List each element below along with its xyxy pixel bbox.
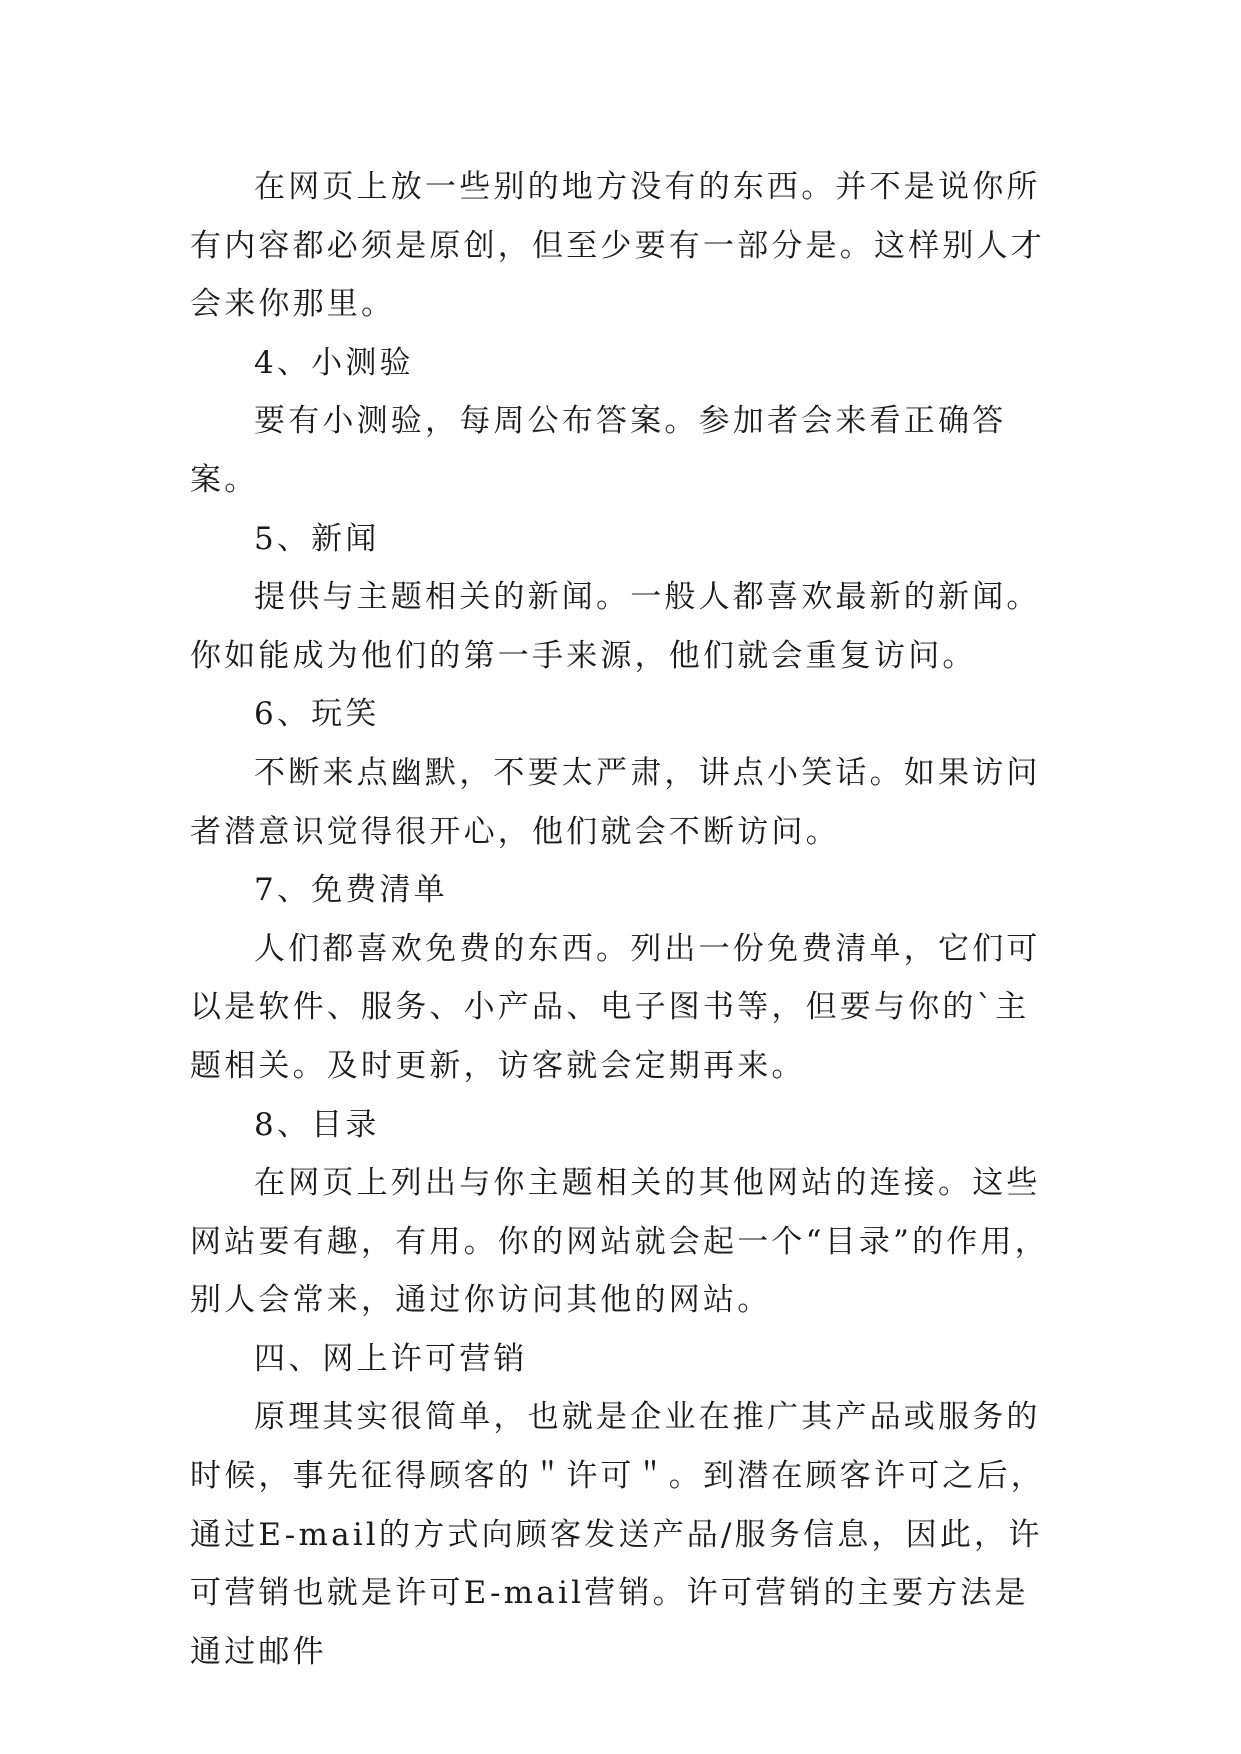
- paragraph-original-content: 在网页上放一些别的地方没有的东西。并不是说你所有内容都必须是原创，但至少要有一部分是。这样别人才会来你那里。: [190, 169, 1045, 323]
- paragraph-permission-marketing: 原理其实很简单，也就是企业在推广其产品或服务的时候，事先征得顾客的＂许可＂。到潜在顾客许可之后，通过E-mail的方式向顾客发送产品/服务信息，因此，许可营销也就是许可E-mail营销。许可营销的主要方法是通过邮件: [190, 1399, 1045, 1670]
- heading-permission-marketing: 四、网上许可营销: [254, 1340, 528, 1377]
- heading-quiz: 4、小测验: [254, 344, 414, 381]
- paragraph-news: 提供与主题相关的新闻。一般人都喜欢最新的新闻。你如能成为他们的第一手来源，他们就会重复访问。: [190, 579, 1041, 674]
- paragraph-free-list: 人们都喜欢免费的东西。列出一份免费清单，它们可以是软件、服务、小产品、电子图书等，但要与你的`主题相关。及时更新，访客就会定期再来。: [190, 930, 1041, 1084]
- heading-jokes: 6、玩笑: [254, 696, 380, 733]
- document-body: [190, 158, 1060, 1681]
- heading-directory: 8、目录: [254, 1106, 380, 1143]
- paragraph-quiz: 要有小测验，每周公布答案。参加者会来看正确答案。: [190, 403, 1007, 498]
- paragraph-jokes: 不断来点幽默，不要太严肃，讲点小笑话。如果访问者潜意识觉得很开心，他们就会不断访问。: [190, 754, 1041, 850]
- paragraph-directory: 在网页上列出与你主题相关的其他网站的连接。这些网站要有趣，有用。你的网站就会起一个“目录”的作用，别人会常来，通过你访问其他的网站。: [190, 1165, 1049, 1319]
- heading-news: 5、新闻: [254, 520, 380, 557]
- heading-free-list: 7、免费清单: [254, 872, 448, 909]
